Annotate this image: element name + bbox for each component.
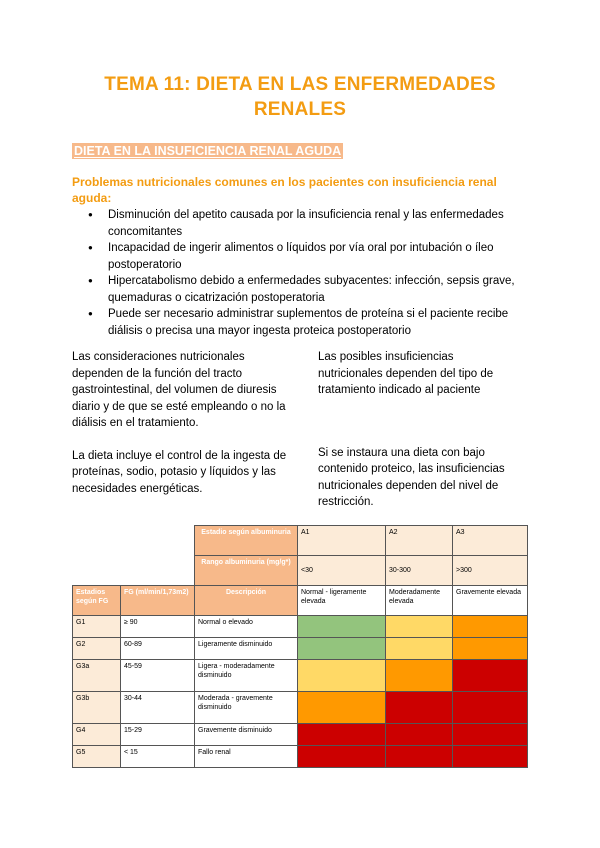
risk-cell-very-high (386, 746, 453, 768)
desc-cell: Normal o elevado (195, 616, 298, 638)
fg-cell: 60-89 (121, 638, 195, 660)
desc-a1: Normal - ligeramente elevada (298, 586, 386, 616)
risk-cell-very-high (453, 660, 528, 692)
risk-cell-high (298, 692, 386, 724)
right-paragraph: Si se instaura una dieta con bajo contenido proteico, las insuficiencias nutricionales dependen del nivel de restricción. (318, 446, 505, 508)
title-line-2: RENALES (253, 99, 347, 120)
desc-cell: Gravemente disminuido (195, 724, 298, 746)
section-heading: DIETA EN LA INSUFICIENCIA RENAL AGUDA (74, 144, 342, 158)
fg-cell: 30-44 (121, 692, 195, 724)
left-column (72, 349, 287, 513)
kdigo-table (72, 525, 528, 768)
stage-cell: G3b (73, 692, 121, 724)
bullet-item: ● Disminución del apetito causada por la insuficiencia renal y las enfermedades concomitantes (88, 207, 528, 240)
subheading: Problemas nutricionales comunes en los pacientes con insuficiencia renal aguda: (72, 175, 497, 205)
title-line-1: TEMA 11: DIETA EN LAS ENFERMEDADES (104, 74, 496, 95)
header-estadios-fg: Estadios según FG (73, 586, 121, 616)
fg-cell: 45-59 (121, 660, 195, 692)
fg-cell: < 15 (121, 746, 195, 768)
risk-cell-low (298, 616, 386, 638)
rango-a2: 30-300 (386, 556, 453, 586)
bullet-list (88, 207, 528, 339)
risk-cell-very-high (453, 724, 528, 746)
stage-cell: G4 (73, 724, 121, 746)
left-paragraph: Las consideraciones nutricionales dependen de la función del tracto gastrointestinal, del volumen de diuresis diario y de que se esté empleando o no la diálisis en el tratamiento. (72, 351, 286, 429)
desc-cell: Fallo renal (195, 746, 298, 768)
fg-cell: ≥ 90 (121, 616, 195, 638)
rango-a3: >300 (453, 556, 528, 586)
stage-cell: G3a (73, 660, 121, 692)
left-paragraph: La dieta incluye el control de la ingesta de proteínas, sodio, potasio y líquidos y las necesidades energéticas. (72, 449, 287, 495)
header-fg: FG (ml/min/1,73m2) (121, 586, 195, 616)
risk-cell-very-high (298, 724, 386, 746)
risk-cell-high (386, 660, 453, 692)
risk-cell-very-high (453, 692, 528, 724)
risk-cell-very-high (298, 746, 386, 768)
stage-cell: G1 (73, 616, 121, 638)
right-column (318, 349, 518, 527)
desc-a3: Gravemente elevada (453, 586, 528, 616)
bullet-item: ● Hipercatabolismo debido a enfermedades subyacentes: infección, sepsis grave, quemaduras o cicatrización postoperatoria (88, 273, 528, 306)
risk-cell-very-high (453, 746, 528, 768)
risk-cell-very-high (386, 724, 453, 746)
header-rango: Rango albuminuria (mg/g*) (195, 556, 298, 586)
desc-cell: Ligeramente disminuido (195, 638, 298, 660)
risk-cell-high (453, 616, 528, 638)
header-descripcion: Descripción (195, 586, 298, 616)
fg-cell: 15-29 (121, 724, 195, 746)
desc-a2: Moderadamente elevada (386, 586, 453, 616)
desc-cell: Ligera - moderadamente disminuido (195, 660, 298, 692)
header-a1: A1 (298, 526, 386, 556)
page-title (70, 72, 530, 122)
risk-cell-moderate (386, 638, 453, 660)
risk-cell-high (453, 638, 528, 660)
rango-a1: <30 (298, 556, 386, 586)
bullet-item: ● Puede ser necesario administrar suplementos de proteína si el paciente recibe diálisis o precisa una mayor ingesta proteica postoperatorio (88, 306, 528, 339)
header-a2: A2 (386, 526, 453, 556)
risk-cell-moderate (298, 660, 386, 692)
bullet-item: ● Incapacidad de ingerir alimentos o líquidos por vía oral por intubación o íleo postoperatorio (88, 240, 528, 273)
desc-cell: Moderada - gravemente disminuido (195, 692, 298, 724)
right-paragraph: Las posibles insuficiencias nutricionales dependen del tipo de tratamiento indicado al paciente (318, 351, 494, 396)
risk-cell-very-high (386, 692, 453, 724)
stage-cell: G5 (73, 746, 121, 768)
risk-cell-low (298, 638, 386, 660)
risk-cell-moderate (386, 616, 453, 638)
header-estadio-albuminuria: Estadio según albuminuria (195, 526, 298, 556)
stage-cell: G2 (73, 638, 121, 660)
header-a3: A3 (453, 526, 528, 556)
